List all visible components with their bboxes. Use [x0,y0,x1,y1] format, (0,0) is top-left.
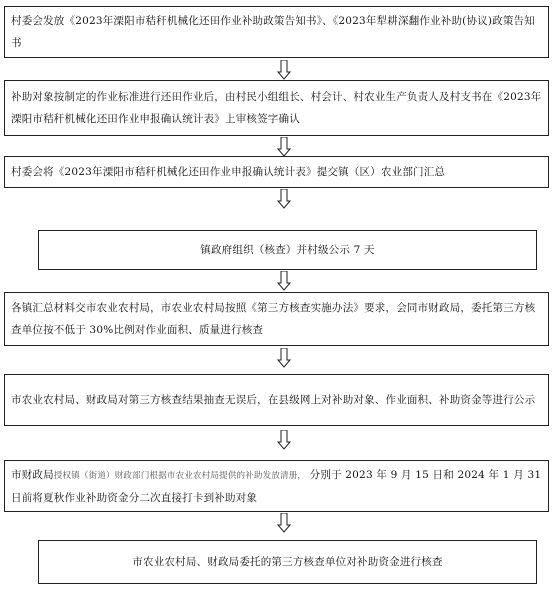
down-arrow-icon [277,137,291,157]
down-arrow-icon [277,348,291,368]
flow-step-7 [4,460,549,512]
flow-step-7-text [11,464,542,509]
flow-step-2 [4,80,549,136]
flow-step-1-text: 村委会发放《2023年溧阳市秸秆机械化还田作业补助政策告知书》、《2023年犁耕深翻作业补助(协议)政策告知书 [11,15,535,49]
flow-step-6 [4,374,549,426]
flow-step-5 [4,292,549,346]
flow-step-3 [4,156,549,188]
flow-step-8 [38,540,537,584]
down-arrow-icon [277,189,291,209]
flow-step-4-text: 镇政府组织（核查）并村级公示 7 天 [200,244,375,256]
flow-step-7-text-b: 分别于 2023 年 9 月 15 日和 2024 年 1 月 31 日前将夏秋作业补助资金分二次直接打卡到补助对象 [11,468,542,504]
flow-step-7-text-a: 市财政局 [11,468,54,481]
flow-step-5-text: 各镇汇总材料交市农业农村局，市农业农村局按照《第三方核查实施办法》要求，会同市财政局，委托第三方核查单位按不低于 30%比例对作业面积、质量进行核查 [11,302,536,336]
down-arrow-icon [277,271,291,291]
flow-step-6-text: 市农业农村局、财政局对第三方核查结果抽查无误后，在县级网上对补助对象、作业面积、补助资金等进行公示 [11,394,536,406]
flow-step-4 [38,230,537,270]
down-arrow-icon [277,513,291,533]
down-arrow-icon [277,60,291,80]
flow-step-3-text: 村委会将《2023年溧阳市秸秆机械化还田作业申报确认统计表》提交镇（区）农业部门汇总 [11,166,446,178]
flow-step-8-text: 市农业农村局、财政局委托的第三方核查单位对补助资金进行核查 [132,556,443,568]
flow-step-7-text-small: 授权镇（街道）财政部门根据市农业农村局提供的补助发放清册， [53,470,307,481]
down-arrow-icon [277,430,291,450]
flow-step-2-text: 补助对象按制定的作业标准进行还田作业后，由村民小组组长、村会计、村农业生产负责人及村支书在《2023年溧阳市秸秆机械化还田作业申报确认统计表》上审核签字确认 [11,91,542,125]
flow-step-1 [4,6,549,58]
